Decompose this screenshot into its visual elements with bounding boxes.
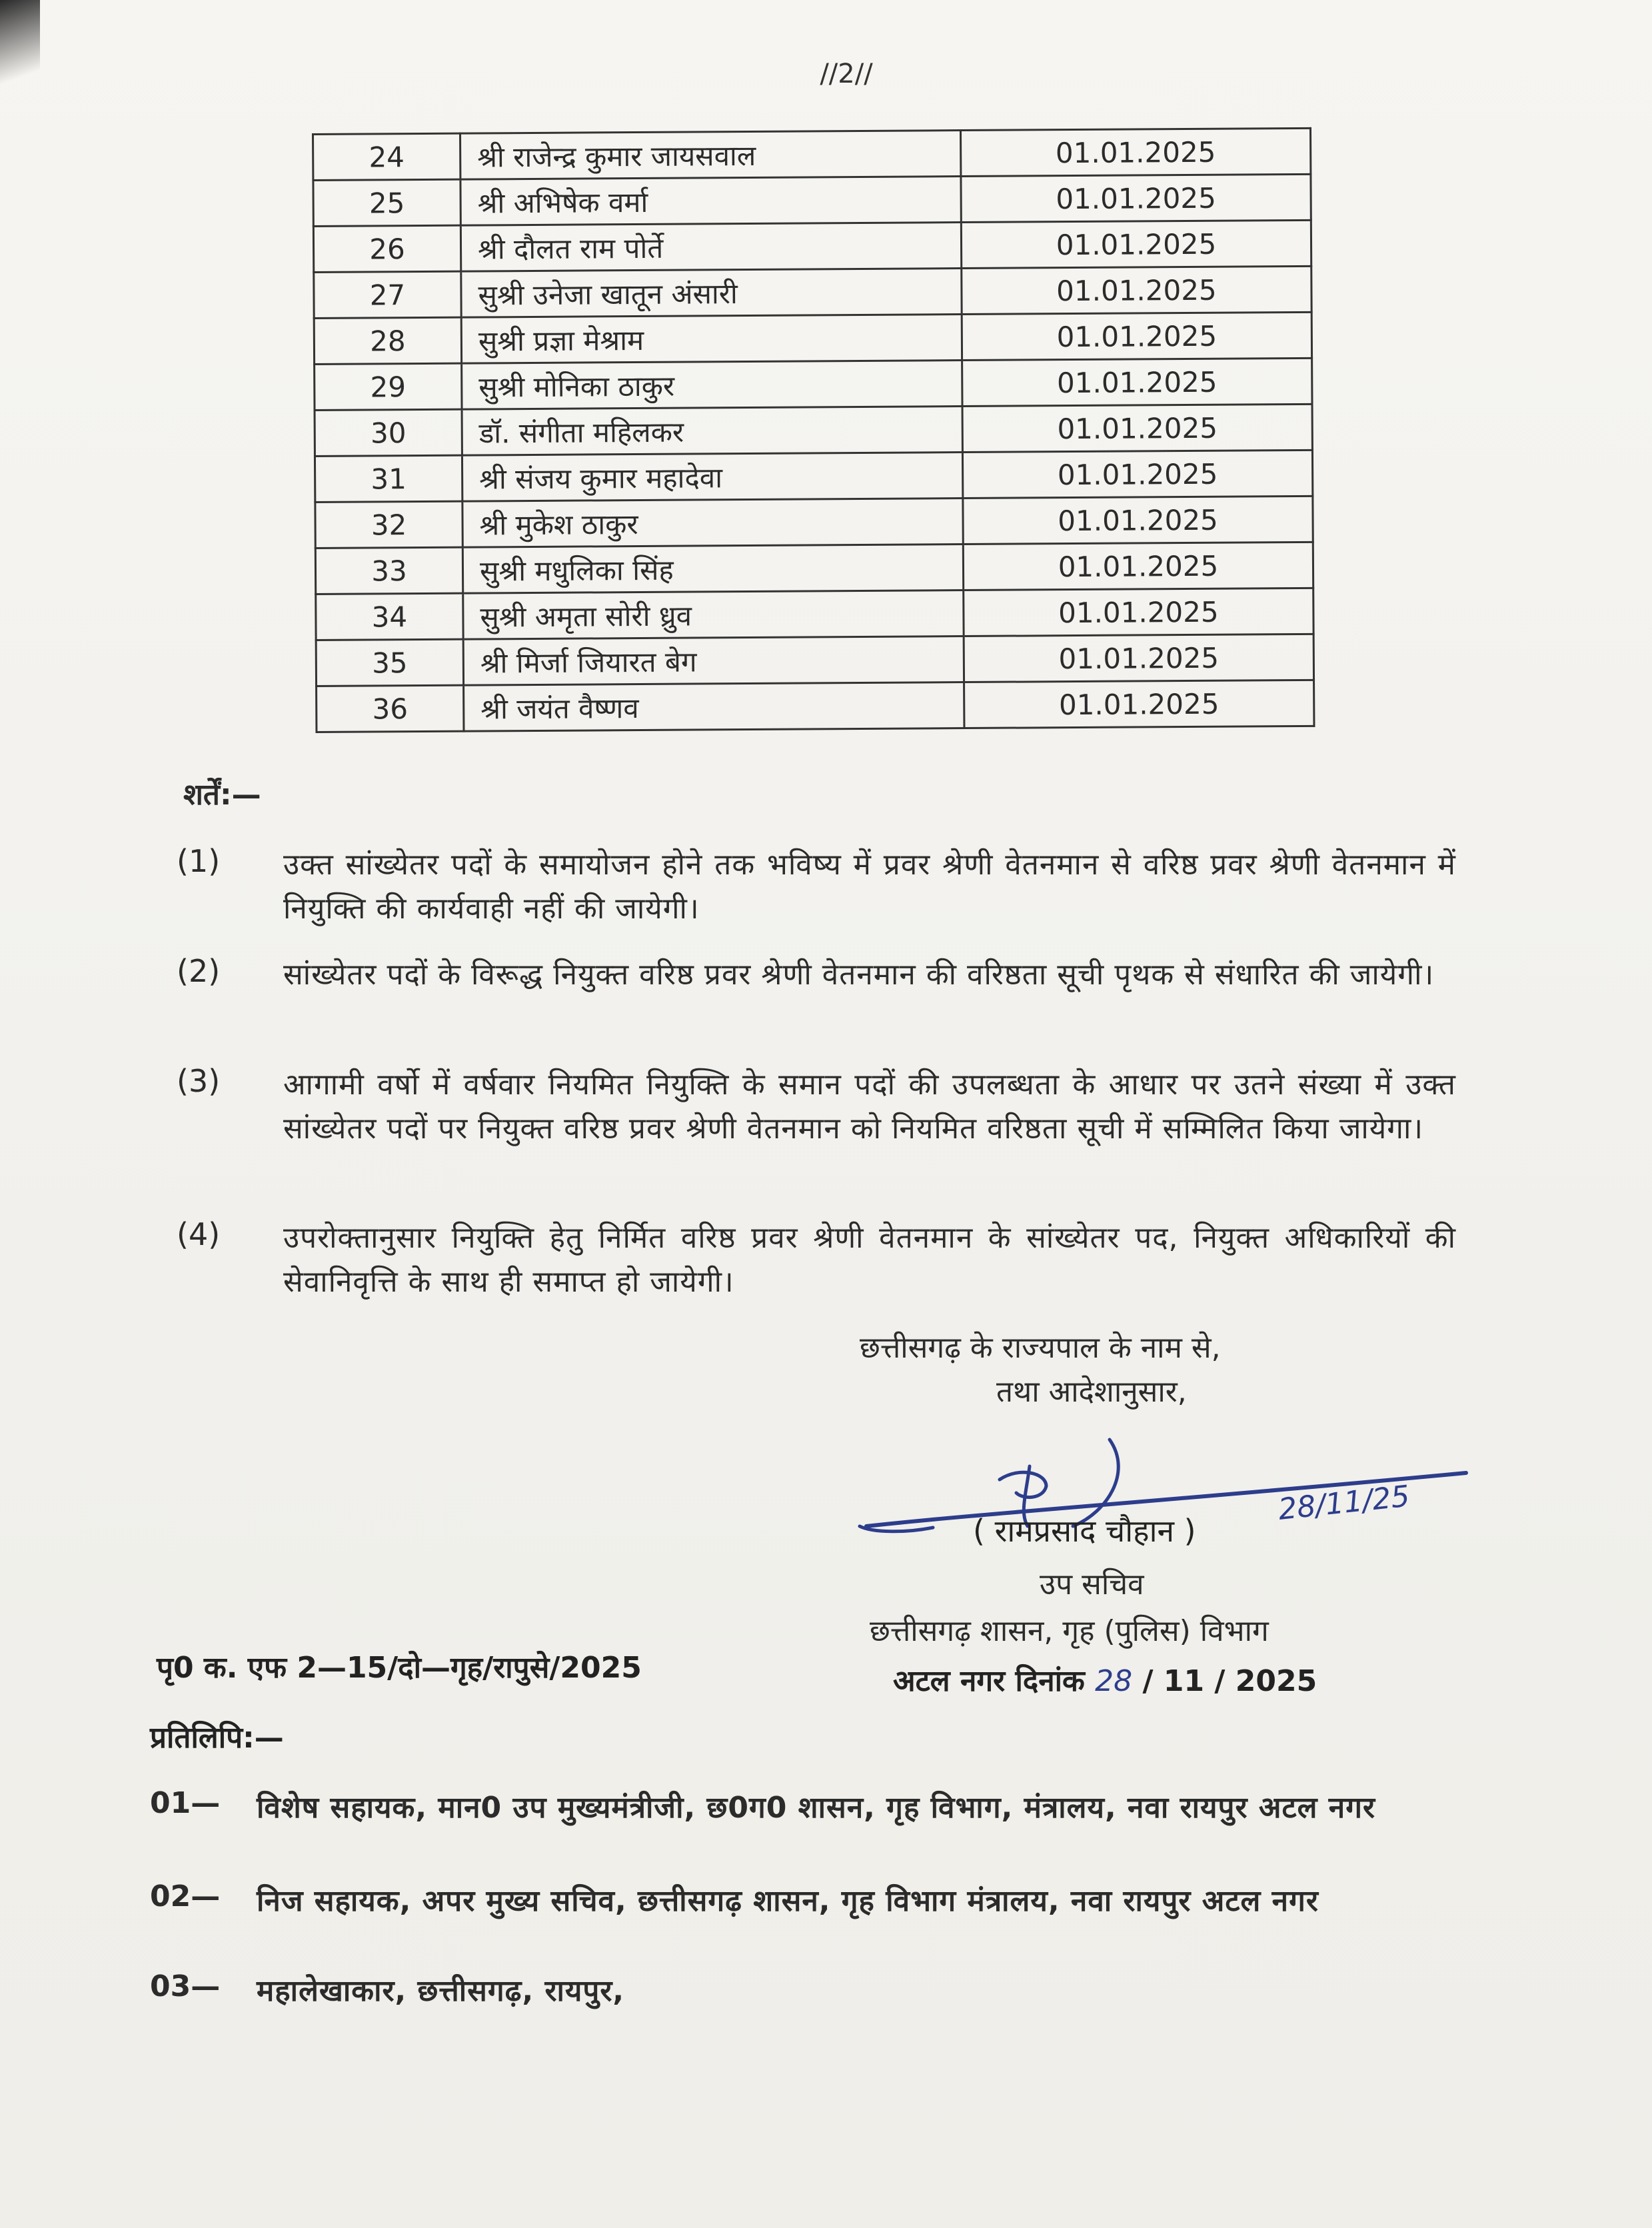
- copy-text: विशेष सहायक, मान0 उप मुख्यमंत्रीजी, छ0ग0 शासन, गृह विभाग, मंत्रालय, नवा रायपुर अटल नगर: [257, 1791, 1375, 1825]
- row-serial: 24: [313, 133, 460, 180]
- row-officer-name: सुश्री उनेजा खातून अंसारी: [461, 269, 962, 318]
- reference-date-prefix: अटल नगर दिनांक: [893, 1664, 1085, 1698]
- row-serial: 36: [317, 685, 464, 732]
- signoff-block: [860, 1326, 1459, 1414]
- row-officer-name: श्री राजेन्द्र कुमार जायसवाल: [460, 131, 961, 180]
- row-date: 01.01.2025: [962, 266, 1311, 314]
- row-officer-name: श्री संजय कुमार महादेवा: [462, 453, 962, 502]
- signoff-line1: छत्तीसगढ़ के राज्यपाल के नाम से,: [860, 1331, 1221, 1365]
- row-serial: 35: [316, 639, 463, 686]
- row-officer-name: सुश्री प्रज्ञा मेश्राम: [461, 315, 962, 364]
- row-date: 01.01.2025: [961, 220, 1311, 268]
- row-serial: 34: [316, 593, 463, 640]
- copy-number: 02—: [150, 1879, 221, 1913]
- row-serial: 29: [315, 363, 462, 410]
- copy-number: 03—: [150, 1969, 221, 2003]
- signatory-name: ( रामप्रसाद चौहान ): [973, 1513, 1196, 1549]
- condition-number: (2): [177, 953, 221, 989]
- row-date: 01.01.2025: [962, 404, 1312, 452]
- row-serial: 32: [315, 501, 462, 548]
- conditions-heading: शर्तें:—: [183, 778, 261, 812]
- table-row: [317, 680, 1314, 732]
- copy-heading: प्रतिलिपि:—: [150, 1721, 284, 1755]
- condition-text: आगामी वर्षो में वर्षवार नियमित नियुक्ति के समान पदों की उपलब्धता के आधार पर उतने संख्या में उक्त सांख्येतर पदों पर नियुक्त वरिष्ठ प्रवर श्रेणी वेतनमान को नियमित वरिष्ठता सूची में सम्मिलित किया जायेगा।: [283, 1068, 1456, 1146]
- table-row: [316, 634, 1313, 686]
- condition-text: उक्त सांख्येतर पदों के समायोजन होने तक भविष्य में प्रवर श्रेणी वेतनमान से वरिष्ठ प्रवर श्रेणी वेतनमान में नियुक्ति की कार्यवाही नहीं की जायेगी।: [283, 848, 1456, 926]
- signatory-designation: उप सचिव: [1040, 1568, 1144, 1602]
- table-row: [315, 542, 1313, 594]
- row-officer-name: श्री मुकेश ठाकुर: [462, 499, 963, 548]
- row-serial: 25: [313, 179, 460, 226]
- condition-text: उपरोक्तानुसार नियुक्ति हेतु निर्मित वरिष्ठ प्रवर श्रेणी वेतनमान के सांख्येतर पद, नियुक्त अधिकारियों की सेवानिवृत्ति के साथ ही समाप्त हो जायेगी।: [283, 1221, 1456, 1299]
- handwritten-date: 28/11/25: [1276, 1479, 1411, 1527]
- table-row: [316, 588, 1313, 640]
- copy-text: महालेखाकार, छत्तीसगढ़, रायपुर,: [257, 1974, 625, 2008]
- row-date: 01.01.2025: [964, 634, 1313, 682]
- table-row: [315, 450, 1312, 502]
- reference-date-rest: / 11 / 2025: [1142, 1664, 1317, 1698]
- reference-date-day: 28: [1095, 1664, 1133, 1698]
- row-officer-name: डॉ. संगीता महिलकर: [462, 407, 962, 456]
- table-row: [314, 312, 1311, 364]
- row-date: 01.01.2025: [963, 542, 1313, 590]
- signatory-department: छत्तीसगढ़ शासन, गृह (पुलिस) विभाग: [870, 1614, 1269, 1648]
- row-serial: 27: [314, 271, 461, 318]
- row-officer-name: सुश्री अमृता सोरी ध्रुव: [463, 590, 964, 640]
- table-row: [314, 266, 1311, 318]
- row-date: 01.01.2025: [964, 588, 1313, 636]
- row-officer-name: श्री अभिषेक वर्मा: [460, 177, 961, 226]
- row-date: 01.01.2025: [964, 680, 1314, 728]
- condition-number: (4): [177, 1216, 221, 1252]
- row-officer-name: सुश्री मोनिका ठाकुर: [462, 361, 962, 410]
- officer-list-table: [312, 127, 1315, 733]
- signoff-line2: तथा आदेशानुसार,: [996, 1375, 1187, 1409]
- row-date: 01.01.2025: [961, 174, 1311, 222]
- page-number: //2//: [820, 59, 873, 89]
- row-officer-name: श्री दौलत राम पोर्ते: [460, 223, 961, 272]
- row-serial: 33: [315, 547, 462, 594]
- reference-date: [893, 1660, 1317, 1699]
- row-officer-name: सुश्री मधुलिका सिंह: [462, 545, 963, 594]
- table-row: [315, 404, 1312, 456]
- row-serial: 28: [314, 317, 461, 364]
- table-row: [315, 358, 1312, 410]
- copy-text: निज सहायक, अपर मुख्य सचिव, छत्तीसगढ़ शासन, गृह विभाग मंत्रालय, नवा रायपुर अटल नगर: [257, 1884, 1319, 1918]
- row-date: 01.01.2025: [963, 496, 1313, 544]
- row-date: 01.01.2025: [962, 450, 1312, 498]
- row-serial: 30: [315, 409, 462, 456]
- reference-number: पृ0 क. एफ 2—15/दो—गृह/रापुसे/2025: [157, 1651, 642, 1685]
- row-date: 01.01.2025: [962, 358, 1312, 406]
- copy-number: 01—: [150, 1786, 221, 1820]
- table-row: [313, 220, 1311, 272]
- scan-corner-shadow: [0, 0, 40, 107]
- row-officer-name: श्री मिर्जा जियारत बेग: [463, 636, 964, 686]
- row-serial: 31: [315, 455, 462, 502]
- table-row: [313, 128, 1311, 180]
- table-row: [313, 174, 1311, 226]
- row-officer-name: श्री जयंत वैष्णव: [464, 682, 964, 732]
- condition-number: (1): [177, 843, 221, 879]
- row-date: 01.01.2025: [962, 312, 1311, 360]
- condition-text: सांख्येतर पदों के विरूद्ध नियुक्त वरिष्ठ प्रवर श्रेणी वेतनमान की वरिष्ठता सूची पृथक से संधारित की जायेगी।: [283, 958, 1435, 992]
- table-row: [315, 496, 1313, 548]
- condition-number: (3): [177, 1063, 221, 1099]
- row-serial: 26: [313, 225, 460, 272]
- row-date: 01.01.2025: [960, 128, 1310, 176]
